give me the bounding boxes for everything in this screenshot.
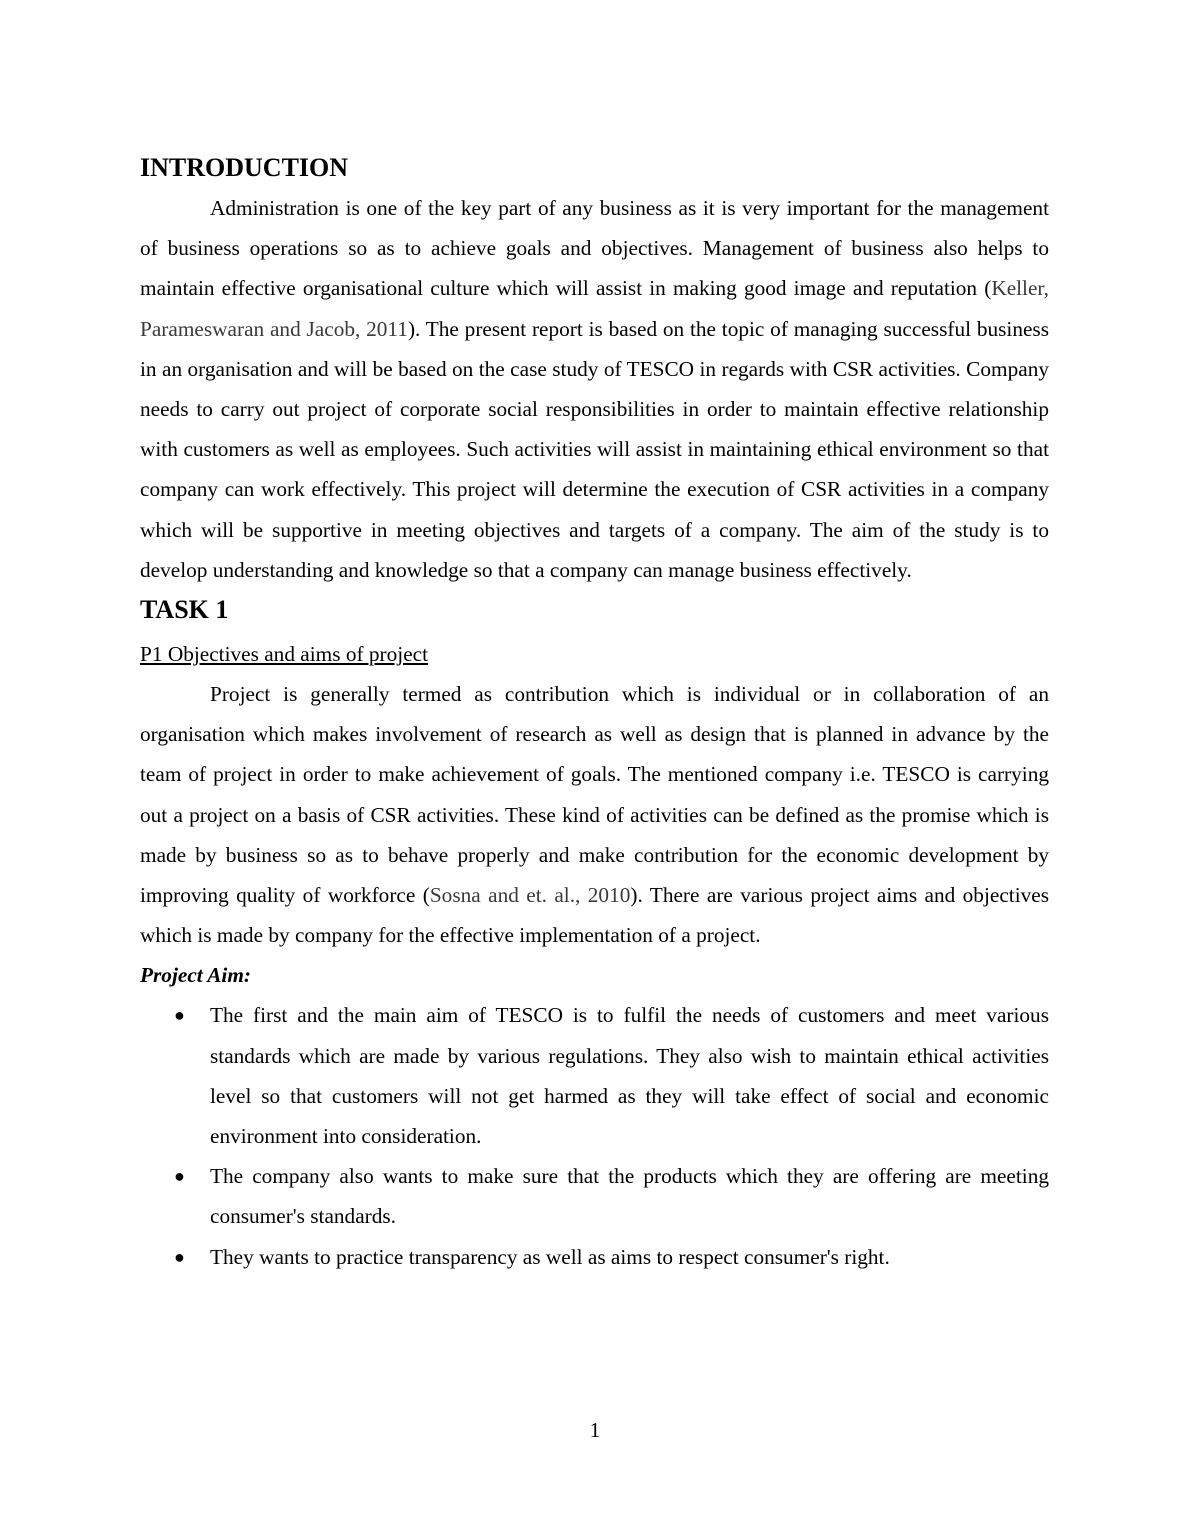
- list-item: [140, 995, 1049, 1156]
- intro-text-part1: Administration is one of the key part of any business as it is very important for the management of business operations so as to achieve goals and objectives. Management of business also helps to maintain effective organisational culture which will assist in making good image and reputation (: [140, 196, 1049, 301]
- intro-text-part2: ). The present report is based on the topic of managing successful business in an organisation and will be based on the case study of TESCO in regards with CSR activities. Company needs to carry out project of corporate social responsibilities in order to maintain effective relationship with customers as well as employees. Such activities will assist in maintaining ethical environment so that company can work effectively. This project will determine the execution of CSR activities in a company which will be supportive in meeting objectives and targets of a company. The aim of the study is to develop understanding and knowledge so that a company can manage business effectively.: [140, 316, 1050, 582]
- introduction-paragraph: [140, 188, 1049, 590]
- project-aim-label: Project Aim:: [140, 963, 251, 988]
- task1-paragraph: [140, 674, 1049, 955]
- intro-citation: Keller, Parameswaran and Jacob, 2011: [140, 276, 1049, 341]
- task1-text-part2: ). There are various project aims and objectives which is made by company for the effective implementation of a project.: [140, 883, 1049, 948]
- aim-text: They wants to practice transparency as well as aims to respect consumer's right.: [210, 1244, 890, 1269]
- page-number: 1: [589, 1418, 601, 1442]
- task1-text-part1: Project is generally termed as contribution which is individual or in collaboration of an organisation which makes involvement of research as well as design that is planned in advance by the team of project in order to make achievement of goals. The mentioned company i.e. TESCO is carrying out a project on a basis of CSR activities. These kind of activities can be defined as the promise which is made by business so as to behave properly and make contribution for the economic development by improving quality of workforce (: [140, 682, 1049, 908]
- task1-heading: TASK 1: [140, 595, 229, 625]
- introduction-heading: INTRODUCTION: [140, 153, 349, 182]
- list-item: [140, 1156, 1049, 1236]
- aim-text: The company also wants to make sure that the products which they are offering are meeting consumer's standards.: [210, 1164, 1049, 1229]
- bullet-icon: ●: [174, 1005, 185, 1026]
- project-aims-list: [140, 995, 1049, 1276]
- aim-text: The first and the main aim of TESCO is to fulfil the needs of customers and meet various standards which are made by various regulations. They also wish to maintain ethical activities level so that customers will not get harmed as they will take effect of social and economic environment into consideration.: [210, 1003, 1049, 1149]
- bullet-icon: ●: [174, 1246, 185, 1267]
- p1-subheading: P1 Objectives and aims of project: [140, 642, 429, 667]
- bullet-icon: ●: [174, 1166, 185, 1187]
- list-item: [140, 1237, 1049, 1277]
- document-page: [140, 148, 1049, 1277]
- task1-citation: Sosna and et. al., 2010: [429, 883, 631, 908]
